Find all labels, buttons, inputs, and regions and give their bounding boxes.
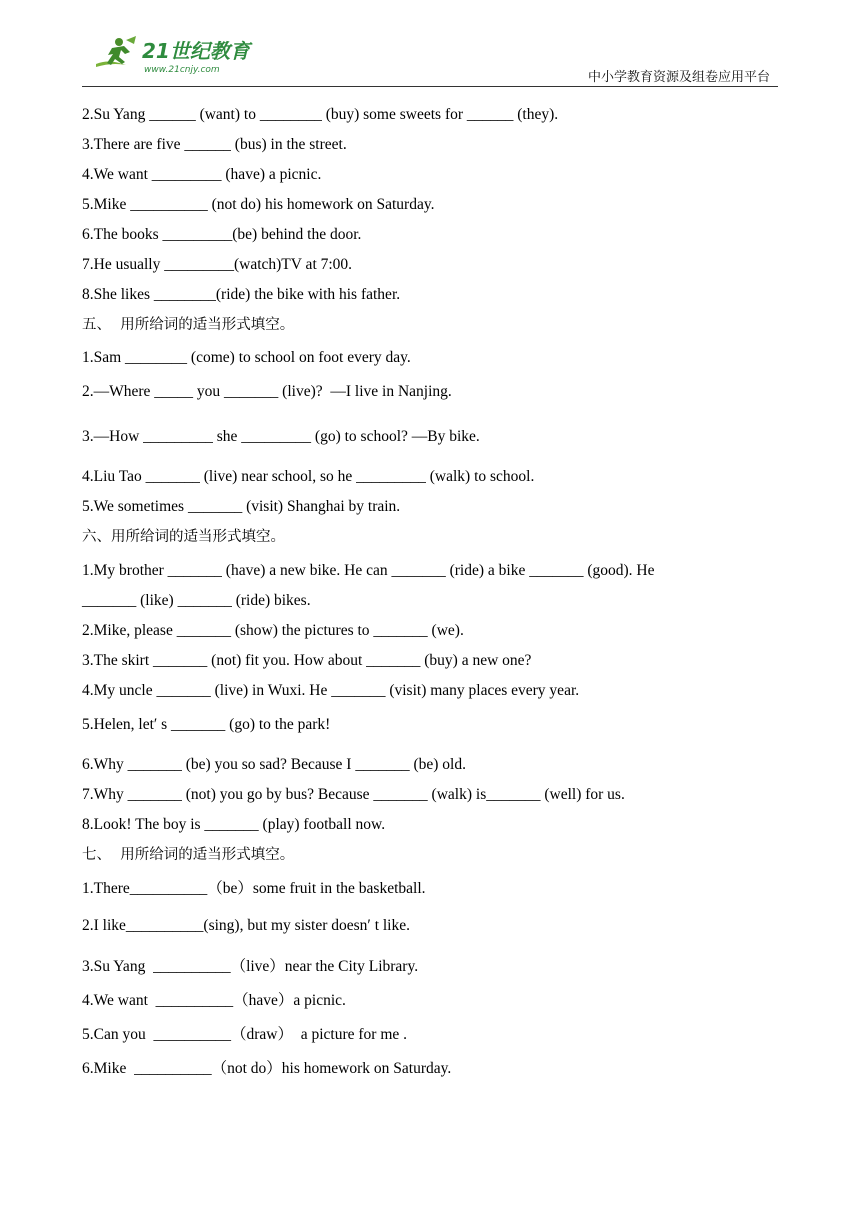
site-logo [92, 34, 267, 78]
exercise-line: _______ (like) _______ (ride) bikes. [82, 592, 311, 609]
exercise-line: 3.There are five ______ (bus) in the street. [82, 136, 347, 153]
exercise-line: 7.He usually _________(watch)TV at 7:00. [82, 256, 353, 273]
logo-wordmark: 21世纪教育 [142, 39, 250, 63]
exercise-line: 6.The books _________(be) behind the door. [82, 226, 362, 243]
section-heading-5: 五、 用所给词的适当形式填空。 [82, 317, 295, 333]
exercise-line: 6.Mike __________（not do）his homework on Saturday. [82, 1060, 452, 1077]
exercise-line: 1.Sam ________ (come) to school on foot every day. [82, 349, 411, 366]
exercise-line: 5.Mike __________ (not do) his homework on Saturday. [82, 196, 435, 213]
runner-icon [96, 36, 136, 67]
exercise-line: 8.She likes ________(ride) the bike with his father. [82, 286, 401, 303]
exercise-line: 4.Liu Tao _______ (live) near school, so he _________ (walk) to school. [82, 468, 535, 485]
exercise-line: 6.Why _______ (be) you so sad? Because I _______ (be) old. [82, 756, 466, 773]
exercise-line: 3.The skirt _______ (not) fit you. How about _______ (buy) a new one? [82, 652, 532, 669]
exercise-line: 2.Mike, please _______ (show) the pictures to _______ (we). [82, 622, 464, 639]
section-heading-7: 七、 用所给词的适当形式填空。 [82, 847, 295, 863]
exercise-line: 1.My brother _______ (have) a new bike. He can _______ (ride) a bike _______ (good). He [82, 562, 655, 579]
exercise-line: 7.Why _______ (not) you go by bus? Because _______ (walk) is_______ (well) for us. [82, 786, 625, 803]
exercise-line: 3.Su Yang __________（live）near the City Library. [82, 958, 419, 975]
exercise-line: 1.There__________（be）some fruit in the basketball. [82, 880, 426, 897]
exercise-line: 2.Su Yang ______ (want) to ________ (buy) some sweets for ______ (they). [82, 106, 559, 123]
exercise-line: 8.Look! The boy is _______ (play) football now. [82, 816, 386, 833]
exercise-line: 4.We want __________（have）a picnic. [82, 992, 346, 1009]
exercise-line: 5.We sometimes _______ (visit) Shanghai by train. [82, 498, 401, 515]
section-heading-6: 六、用所给词的适当形式填空。 [82, 529, 285, 545]
header-tagline: 中小学教育资源及组卷应用平台 [587, 70, 770, 85]
exercise-line: 4.My uncle _______ (live) in Wuxi. He _______ (visit) many places every year. [82, 682, 580, 699]
exercise-line: 3.—How _________ she _________ (go) to school? —By bike. [82, 428, 480, 445]
exercise-line: 2.—Where _____ you _______ (live)? —I live in Nanjing. [82, 383, 452, 400]
exercise-line: 4.We want _________ (have) a picnic. [82, 166, 322, 183]
exercise-line: 5.Helen, let′ s _______ (go) to the park! [82, 716, 331, 733]
header-divider [82, 86, 778, 87]
exercise-line: 5.Can you __________（draw） a picture for me . [82, 1026, 408, 1043]
exercise-line: 2.I like__________(sing), but my sister doesn′ t like. [82, 917, 410, 934]
logo-url: www.21cnjy.com [144, 65, 220, 75]
